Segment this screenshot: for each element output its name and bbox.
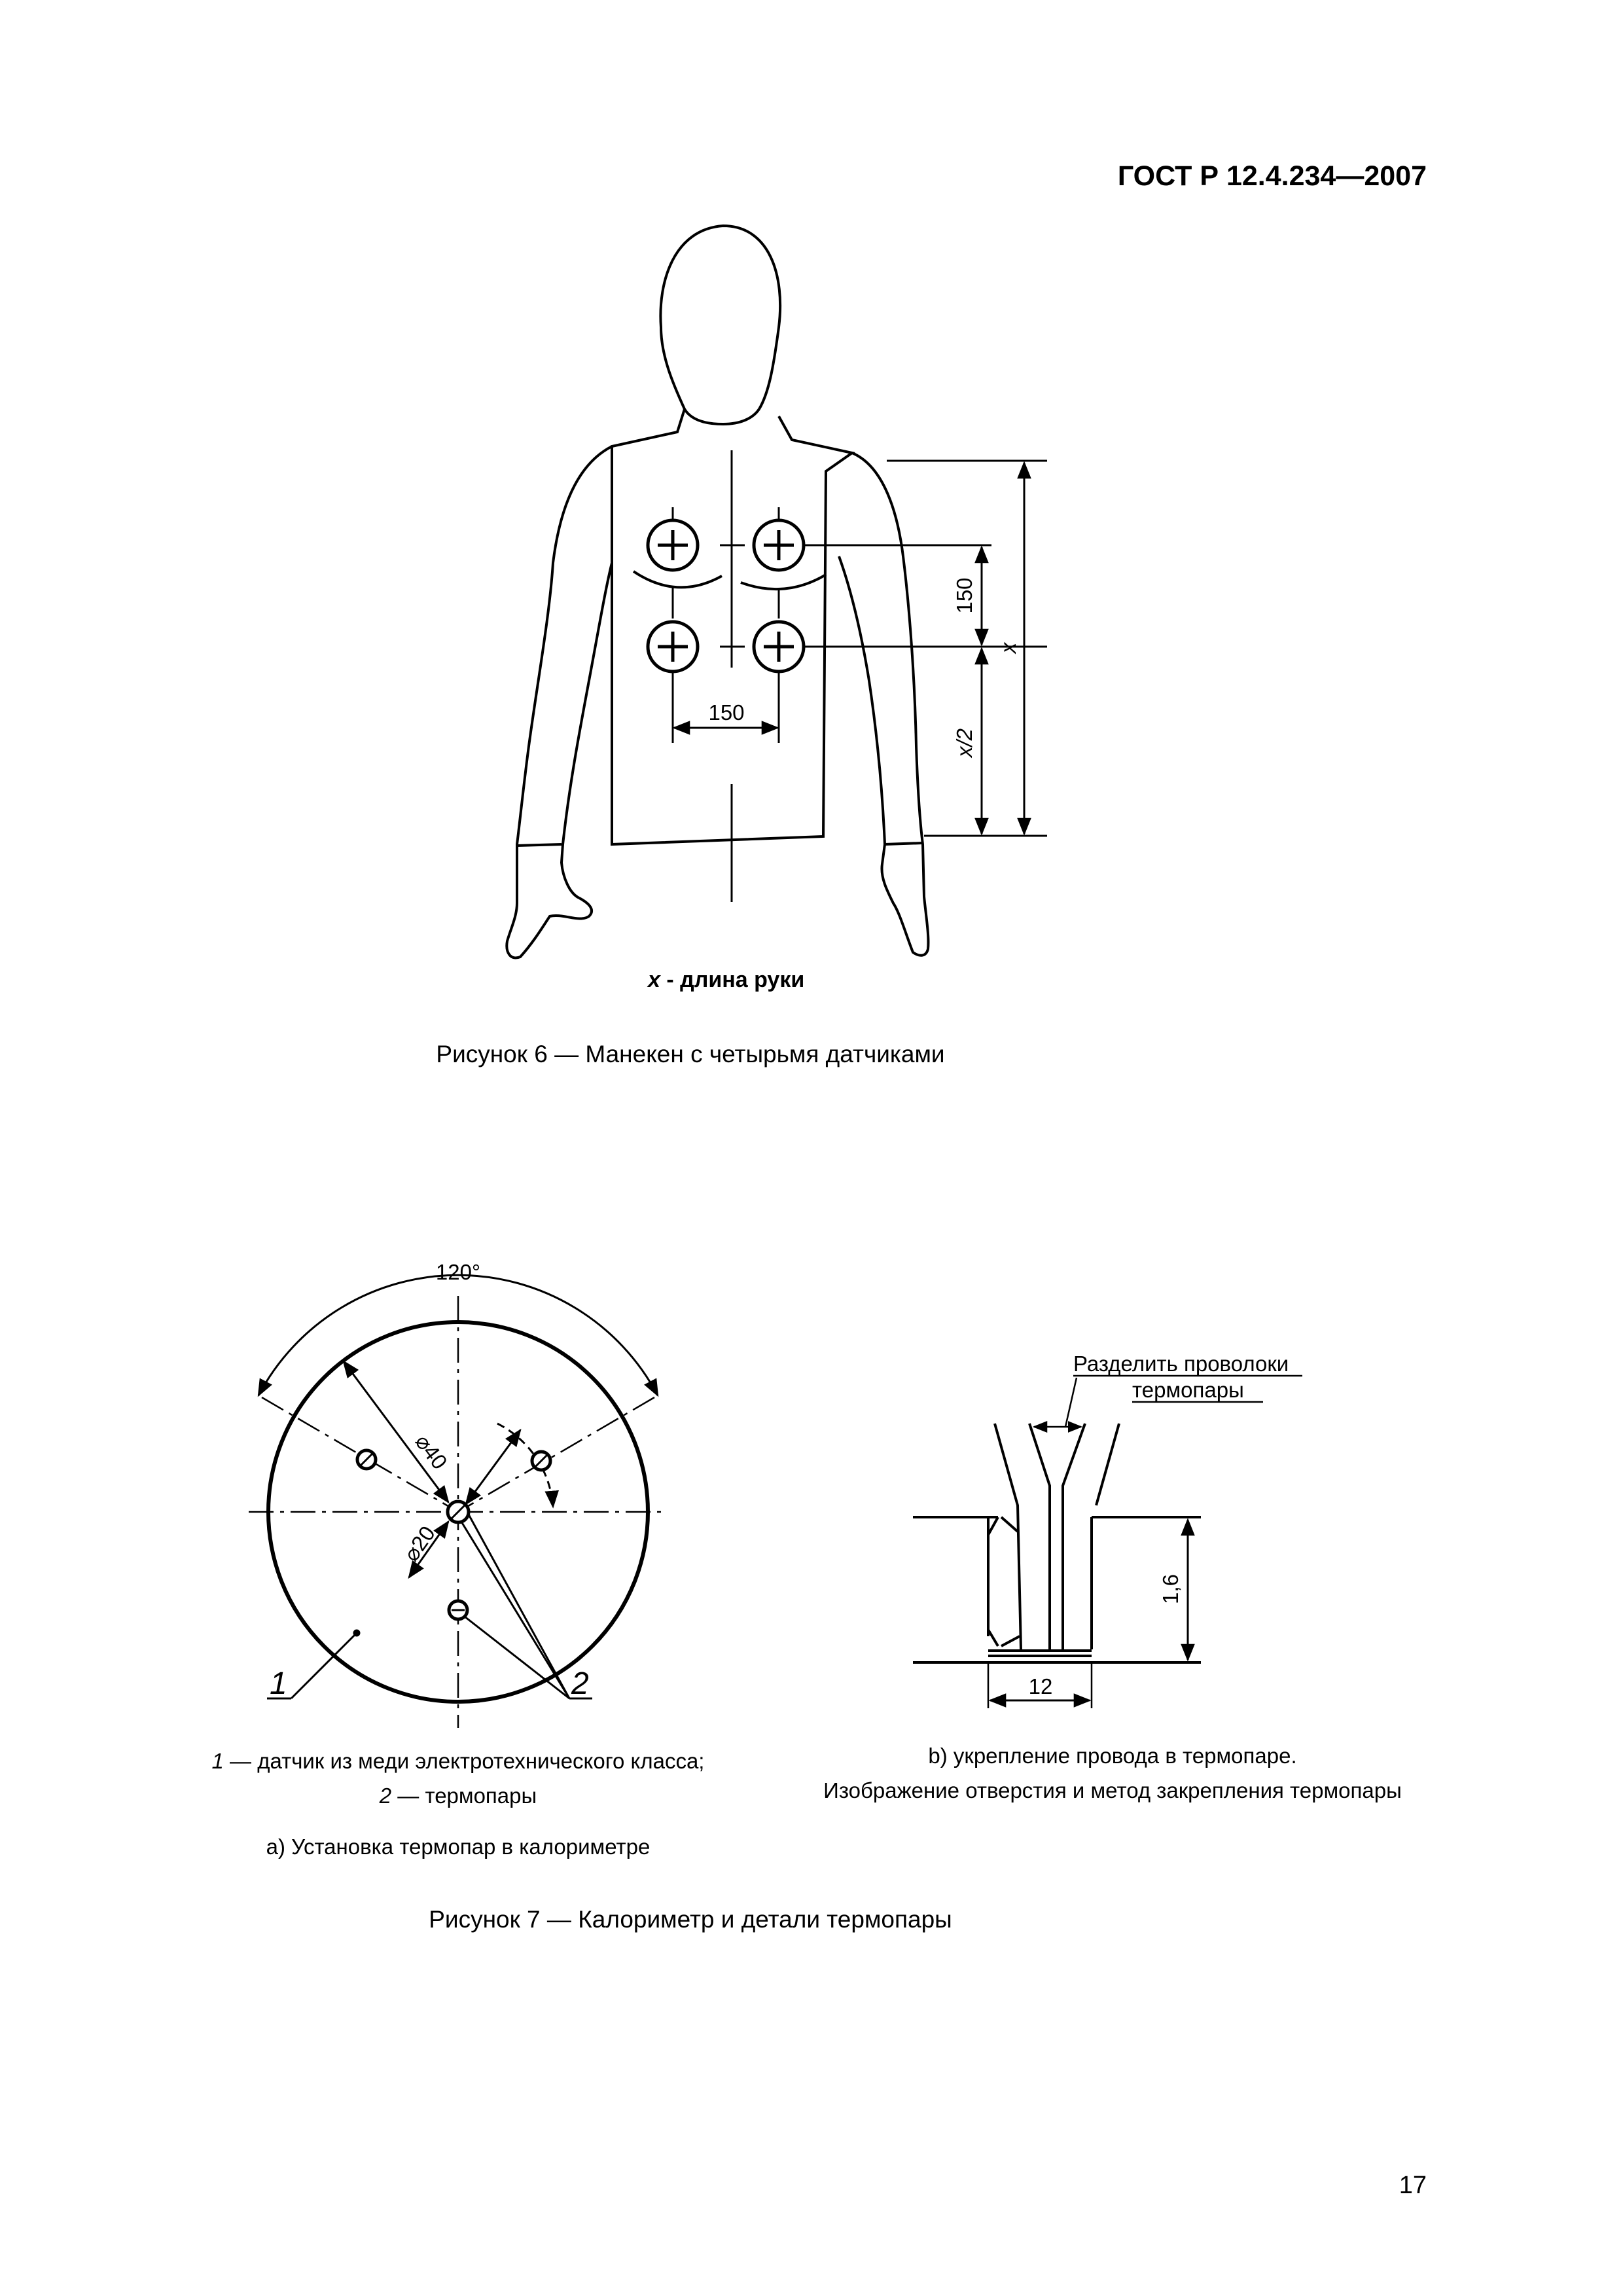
thermocouple-hole	[449, 1601, 467, 1619]
calorimeter-disk	[268, 1322, 648, 1702]
dim-150-vertical: 150	[952, 577, 976, 614]
angle-120-arc	[259, 1275, 658, 1395]
callout-2: 2	[571, 1666, 589, 1701]
head-outline	[660, 226, 780, 424]
angle-small-arc	[497, 1424, 553, 1507]
figure-6-caption: Рисунок 6 — Манекен с четырьмя датчиками	[436, 1041, 945, 1067]
left-arm-outline	[507, 446, 612, 958]
document-header: ГОСТ Р 12.4.234—2007	[1117, 160, 1427, 192]
dim-x: x	[996, 642, 1020, 654]
figure-6-mannequin	[0, 0, 1623, 1034]
right-arm-outline	[839, 453, 928, 956]
callout-1: 1	[270, 1666, 287, 1701]
thermocouple-hole	[532, 1452, 550, 1470]
leader-2a	[461, 1522, 569, 1698]
dim-150-horizontal: 150	[708, 700, 745, 725]
centerline-diag-right	[458, 1397, 654, 1512]
diameter-40-line	[344, 1361, 448, 1502]
centerline-diag-left	[262, 1397, 458, 1512]
leader-1	[291, 1633, 357, 1698]
separate-wires-line1: Разделить проволоки	[1073, 1352, 1289, 1376]
separate-wires-line2: термопары	[1132, 1378, 1244, 1402]
dim-12: 12	[1028, 1674, 1053, 1698]
chest-arc-left	[633, 571, 722, 587]
hole-bevel-left	[988, 1517, 998, 1646]
figure-7-caption: Рисунок 7 — Калориметр и детали термопары	[429, 1906, 952, 1933]
angle-120-label: 120°	[435, 1260, 481, 1284]
diameter-40-label: ⌀40	[410, 1429, 452, 1474]
wire-left-outer	[995, 1424, 1021, 1649]
diameter-20-label: ⌀20	[399, 1521, 440, 1566]
wire-right-inner	[1063, 1424, 1085, 1649]
left-cuff	[517, 844, 562, 846]
chest-arc-right	[741, 575, 826, 589]
arm-length-note: x - длина руки	[648, 967, 805, 992]
figure-7b-subcaption: b) укрепление провода в термопаре. Изображение отверстия и метод закрепления термопары	[823, 1744, 1402, 1803]
dim-x-half: x/2	[952, 728, 976, 758]
thermocouple-hole	[357, 1450, 376, 1469]
separate-wires-leader	[1065, 1378, 1077, 1427]
leader-2b	[468, 1513, 569, 1698]
dim-1-6: 1,6	[1158, 1574, 1183, 1604]
page-number: 17	[1399, 2172, 1427, 2199]
thermocouple-hole	[448, 1501, 469, 1522]
radius-line-right	[466, 1430, 520, 1504]
leader-2c	[465, 1617, 569, 1698]
hole-bevel-right	[1001, 1517, 1020, 1646]
diameter-20-line	[409, 1522, 448, 1577]
figure-7a-legend: 1 — датчик из меди электротехнического класса; 2 — термопары	[211, 1749, 705, 1808]
wire-right-outer	[1096, 1424, 1119, 1505]
wire-left-inner	[1029, 1424, 1050, 1649]
figure-7a-subcaption: a) Установка термопар в калориметре	[266, 1835, 651, 1859]
right-cuff	[885, 843, 923, 844]
